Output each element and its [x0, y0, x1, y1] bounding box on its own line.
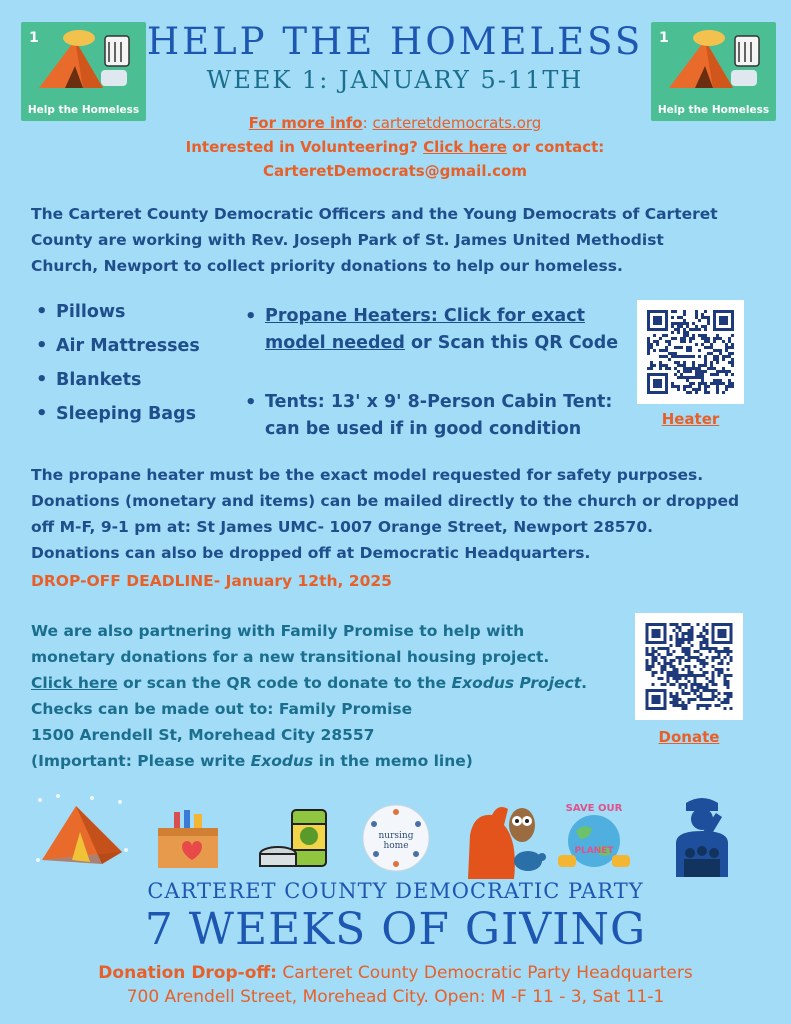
intro-paragraph: The Carteret County Democratic Officers and the Young Democrats of Carteret County are working with Rev. Joseph Park of St. James United Methodist Church, Newport to collect priority donations to help our homeless. — [31, 205, 718, 275]
exodus-project-name: Exodus Project — [451, 674, 582, 692]
page-title: HELP THE HOMELESS — [146, 20, 644, 63]
footer-address-hours: 700 Arendell Street, Morehead City. Open: M -F 11 - 3, Sat 11-1 — [126, 987, 665, 1007]
details-line-1: The propane heater must be the exact model requested for safety purposes. — [31, 466, 704, 484]
donation-item: • Pillows — [34, 295, 234, 329]
memo-note — [31, 748, 621, 774]
donation-item: • Sleeping Bags — [34, 397, 234, 431]
svg-text:home: home — [383, 841, 409, 851]
heater-qr-label[interactable]: Heater — [661, 410, 720, 428]
donation-items-list — [34, 295, 234, 431]
donate-qr-label[interactable]: Donate — [658, 728, 720, 746]
volunteer-text: Interested in Volunteering? — [185, 138, 424, 156]
family-promise-address: 1500 Arendell St, Morehead City 28557 — [31, 726, 375, 744]
qr-code-icon — [645, 623, 733, 710]
donate-qr-code[interactable] — [635, 613, 743, 720]
donation-item: • Blankets — [34, 363, 234, 397]
heater-qr-code[interactable] — [637, 300, 744, 404]
badge-number: 1 — [659, 30, 669, 46]
footer-seven-weeks-title: 7 WEEKS OF GIVING — [144, 904, 647, 955]
qr-code-icon — [647, 310, 734, 394]
family-promise-section — [31, 618, 621, 774]
badge-caption: Help the Homeless — [27, 104, 140, 116]
heater-bullet — [243, 303, 633, 357]
heater-item — [243, 303, 633, 357]
donation-item: • Air Mattresses — [34, 329, 234, 363]
memo-note-post: in the memo line) — [313, 752, 473, 770]
more-info-label: For more info — [248, 114, 363, 132]
donation-box-icon — [152, 808, 224, 872]
heater-tail: or Scan this QR Code — [404, 333, 619, 353]
tent-heater-illustration-icon — [35, 26, 135, 96]
svg-text:SAVE OUR: SAVE OUR — [565, 803, 623, 814]
tents-bullet — [243, 389, 633, 443]
svg-text:PLANET: PLANET — [574, 846, 614, 856]
animals-icon — [458, 795, 548, 881]
volunteer-tail: or contact: — [506, 138, 605, 156]
more-info-separator: : — [362, 114, 373, 132]
checks-payable: Checks can be made out to: Family Promise — [31, 700, 413, 718]
badge-caption: Help the Homeless — [657, 104, 770, 116]
contact-email[interactable]: CarteretDemocrats@gmail.com — [263, 162, 527, 180]
badge-number: 1 — [29, 30, 39, 46]
save-our-planet-icon — [552, 797, 636, 877]
footer-dropoff-text: Carteret County Democratic Party Headquarters — [276, 963, 693, 983]
help-homeless-badge-left — [21, 22, 146, 121]
dropoff-deadline: DROP-OFF DEADLINE- January 12th, 2025 — [31, 572, 392, 590]
veteran-salute-icon — [662, 793, 742, 879]
memo-note-exodus: Exodus — [250, 752, 314, 770]
svg-text:nursing: nursing — [378, 831, 414, 841]
donate-click-here-link[interactable]: Click here — [31, 674, 118, 692]
tent-heater-illustration-icon — [665, 26, 765, 96]
canned-food-icon — [256, 806, 336, 872]
nursing-home-icon — [360, 802, 432, 874]
scan-text: or scan the QR code to donate to the — [117, 674, 452, 692]
more-info-line — [140, 112, 650, 134]
page-subtitle: WEEK 1: JANUARY 5-11TH — [206, 66, 584, 94]
volunteer-line — [120, 136, 670, 158]
footer-party-name: CARTERET COUNTY DEMOCRATIC PARTY — [147, 879, 644, 903]
details-line-3: Donations can also be dropped off at Democratic Headquarters. — [31, 544, 591, 562]
memo-note-pre: (Important: Please write — [31, 752, 251, 770]
help-homeless-badge-right — [651, 22, 776, 121]
details-line-2: Donations (monetary and items) can be mailed directly to the church or dropped off M-F, 9-1 pm at: St James UMC- 1007 Orange Street, Newport 28570. — [31, 492, 740, 536]
volunteer-click-here-link[interactable]: Click here — [423, 138, 507, 156]
tents-item: • Tents: 13' x 9' 8-Person Cabin Tent: can be used if in good condition — [243, 389, 633, 443]
footer-dropoff-label: Donation Drop-off: — [98, 963, 277, 983]
tent-icon — [32, 790, 132, 880]
family-promise-donate-line — [31, 670, 621, 696]
website-link[interactable]: carteretdemocrats.org — [372, 114, 542, 132]
period: . — [581, 674, 588, 692]
heater-model-link[interactable]: Propane Heaters: Click for exact model needed — [265, 306, 585, 353]
family-promise-intro: We are also partnering with Family Promise to help with monetary donations for a new transitional housing project. — [31, 622, 550, 666]
footer-dropoff-line — [20, 961, 771, 985]
